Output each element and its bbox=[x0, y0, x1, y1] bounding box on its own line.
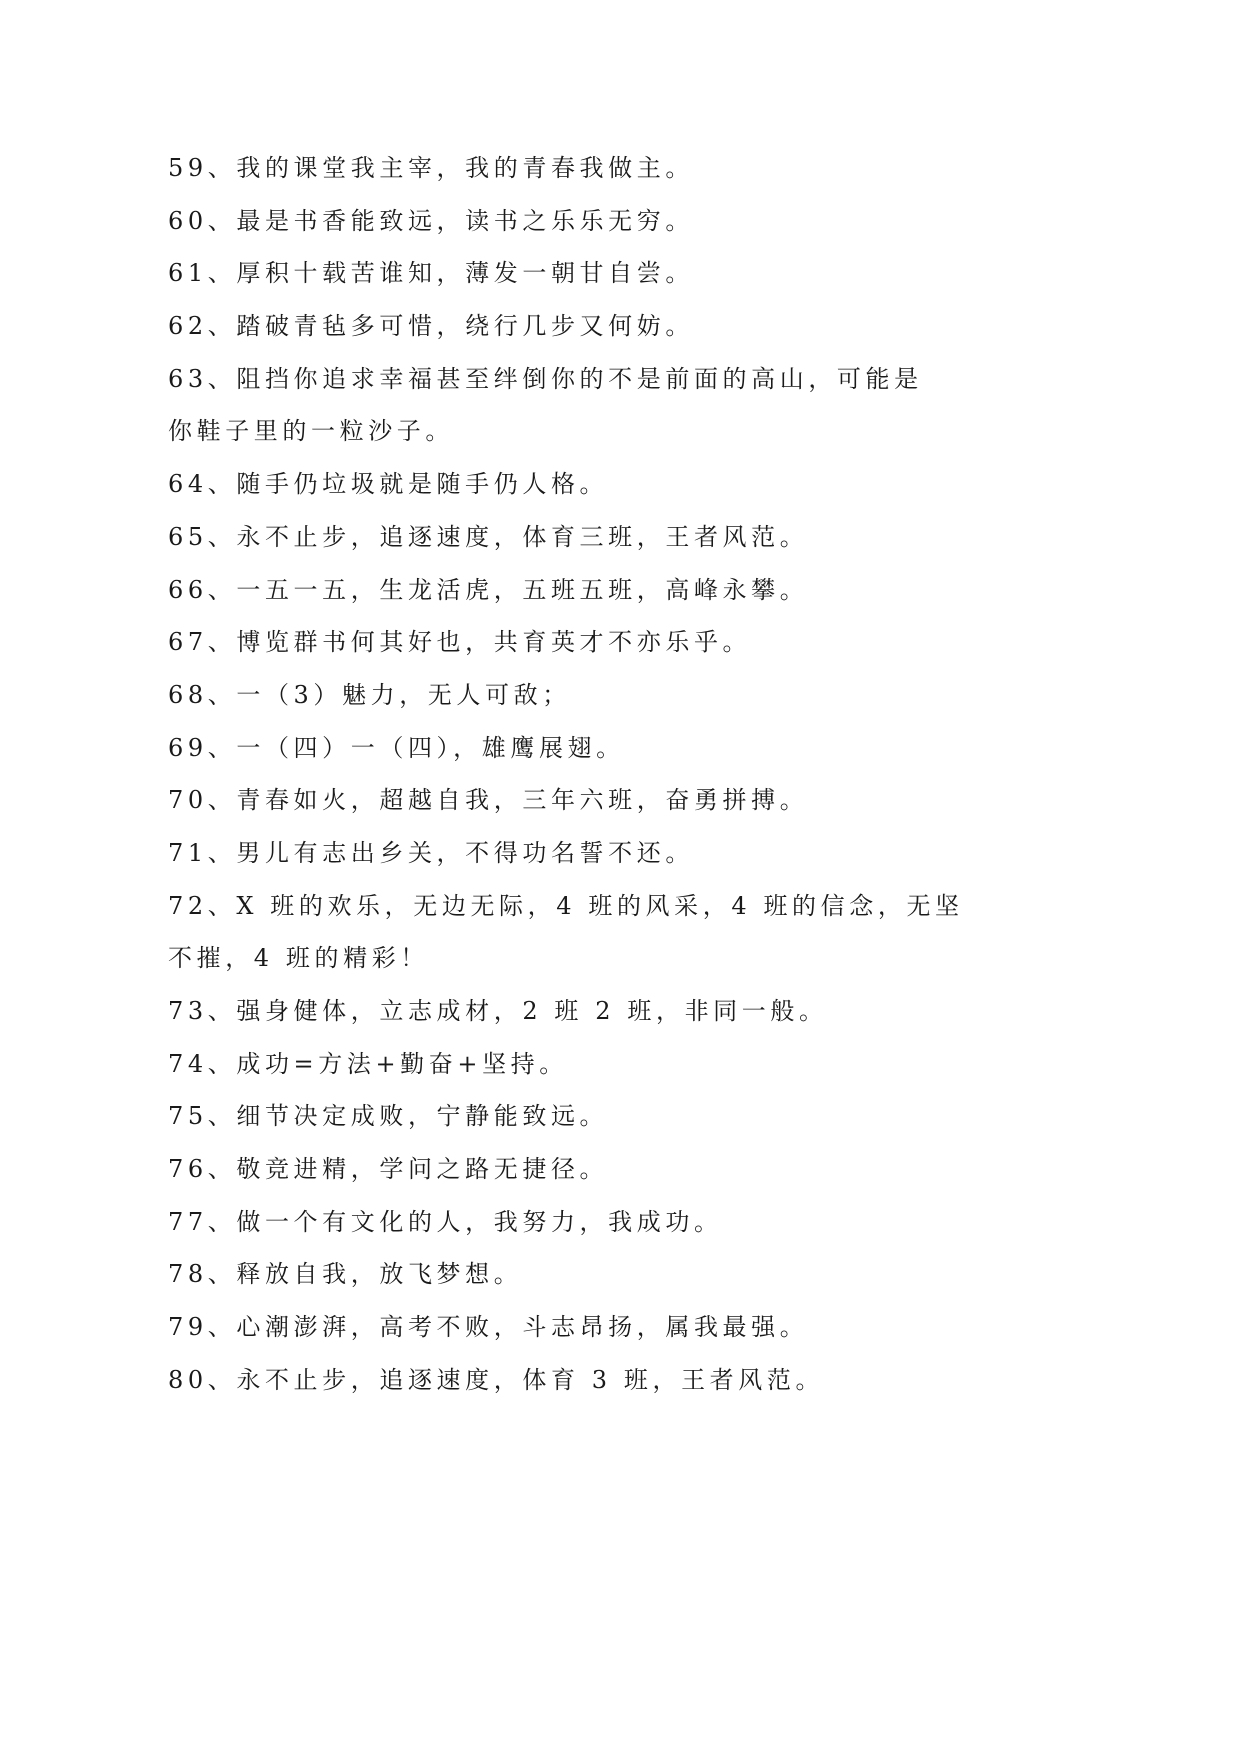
text-line: 60、最是书香能致远，读书之乐乐无穷。 bbox=[168, 206, 694, 235]
text-line: 69、一（四）一（四），雄鹰展翅。 bbox=[168, 733, 625, 762]
text-line: 68、一（3）魅力，无人可敌； bbox=[168, 680, 571, 709]
text-line: 78、释放自我，放飞梦想。 bbox=[168, 1260, 523, 1289]
text-line: 61、厚积十载苦谁知，薄发一朝甘自尝。 bbox=[168, 259, 694, 288]
text-line: 66、一五一五，生龙活虎，五班五班，高峰永攀。 bbox=[168, 575, 809, 604]
text-line: 65、永不止步，追逐速度，体育三班，王者风范。 bbox=[168, 522, 809, 551]
text-line: 63、阻挡你追求幸福甚至绊倒你的不是前面的高山，可能是 bbox=[168, 364, 923, 393]
text-line: 你鞋子里的一粒沙子。 bbox=[168, 417, 454, 446]
document-body bbox=[168, 142, 964, 1407]
text-line: 71、男儿有志出乡关，不得功名誓不还。 bbox=[168, 838, 694, 867]
text-line: 59、我的课堂我主宰，我的青春我做主。 bbox=[168, 154, 694, 182]
text-line: 77、做一个有文化的人，我努力，我成功。 bbox=[168, 1207, 723, 1236]
text-line: 76、敬竞进精，学问之路无捷径。 bbox=[168, 1155, 609, 1184]
text-line: 79、心潮澎湃，高考不败，斗志昂扬，属我最强。 bbox=[168, 1313, 809, 1342]
text-line: 72、X 班的欢乐，无边无际，4 班的风采，4 班的信念，无坚 bbox=[168, 891, 964, 920]
text-line: 75、细节决定成败，宁静能致远。 bbox=[168, 1102, 609, 1131]
text-line: 74、成功=方法+勤奋+坚持。 bbox=[168, 1049, 568, 1078]
text-line: 67、博览群书何其好也，共育英才不亦乐乎。 bbox=[168, 628, 752, 657]
text-line: 70、青春如火，超越自我，三年六班，奋勇拼搏。 bbox=[168, 786, 809, 815]
text-line: 73、强身健体，立志成材，2 班 2 班，非同一般。 bbox=[168, 997, 828, 1025]
text-line: 64、随手仍垃圾就是随手仍人格。 bbox=[168, 470, 609, 499]
text-line: 80、永不止步，追逐速度，体育 3 班，王者风范。 bbox=[168, 1365, 825, 1394]
text-line: 不摧，4 班的精彩！ bbox=[168, 944, 429, 973]
text-line: 62、踏破青毡多可惜，绕行几步又何妨。 bbox=[168, 312, 694, 341]
